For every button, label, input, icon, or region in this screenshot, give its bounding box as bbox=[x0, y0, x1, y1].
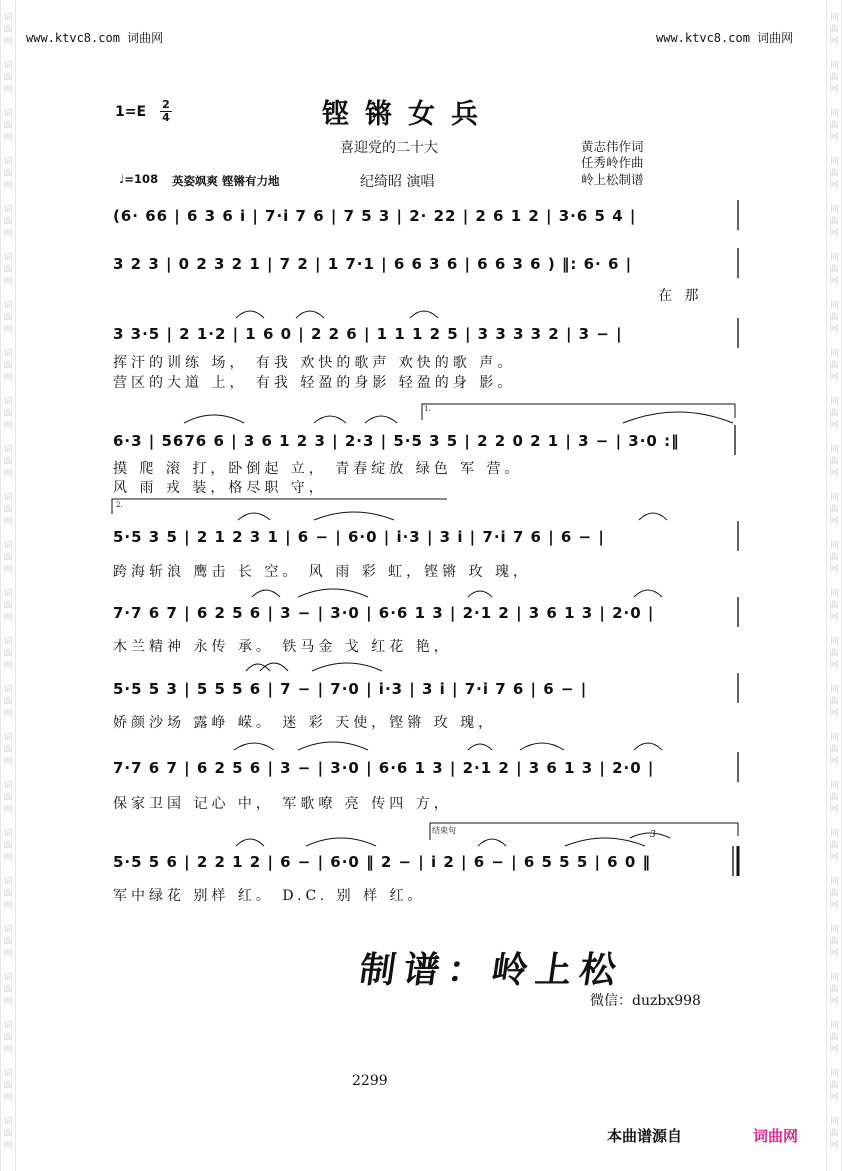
song-title: 铿锵女兵 bbox=[322, 99, 494, 130]
side-watermark-text: 词曲网 bbox=[3, 397, 13, 431]
side-watermark-text: 词曲网 bbox=[3, 685, 13, 719]
score-line-3: 3 3·5 | 2 1·2 | 1 6 0 | 2 2 6 | 1 1 1 2 5 | 3 3 3 3 2 | 3 − | bbox=[113, 325, 623, 343]
side-watermark-text: 词曲网 bbox=[3, 301, 13, 335]
side-watermark-text: 词曲网 bbox=[829, 877, 839, 911]
time-bottom: 4 bbox=[160, 111, 172, 124]
side-watermark-text: 词曲网 bbox=[829, 445, 839, 479]
side-watermark-text: 词曲网 bbox=[829, 1117, 839, 1151]
side-watermark-text: 词曲网 bbox=[3, 493, 13, 527]
song-subtitle: 喜迎党的二十大 bbox=[340, 140, 438, 156]
side-watermark-text: 词曲网 bbox=[829, 685, 839, 719]
lyrics-line-2: 在 那 bbox=[658, 288, 703, 304]
side-watermark-text: 词曲网 bbox=[3, 733, 13, 767]
side-watermark-text: 词曲网 bbox=[829, 637, 839, 671]
volta-2-label: 2. bbox=[116, 501, 123, 509]
side-watermark-text: 词曲网 bbox=[829, 829, 839, 863]
transcriber-signature: 制谱：岭上松 bbox=[356, 949, 627, 991]
coda-label: 结束句 bbox=[432, 826, 456, 835]
side-watermark-text: 词曲网 bbox=[829, 61, 839, 95]
lyrics-line-5: 跨海斩浪 鹰击 长 空。 风 雨 彩 虹，铿锵 玫 瑰， bbox=[113, 564, 532, 580]
side-watermark-text: 词曲网 bbox=[3, 877, 13, 911]
side-watermark-text: 词曲网 bbox=[829, 541, 839, 575]
lyrics-line-3-verse-1: 挥汗的训练 场， 有我 欢快的歌声 欢快的歌 声。 bbox=[113, 355, 516, 371]
side-watermark-text: 词曲网 bbox=[829, 733, 839, 767]
side-watermark-text: 词曲网 bbox=[829, 205, 839, 239]
side-watermark-text: 词曲网 bbox=[829, 301, 839, 335]
expression-mark: 英姿飒爽 铿锵有力地 bbox=[172, 174, 280, 188]
side-watermark-text: 词曲网 bbox=[829, 157, 839, 191]
transcriber-credit: 岭上松制谱 bbox=[581, 172, 644, 187]
side-watermark-text: 词曲网 bbox=[3, 1117, 13, 1151]
side-watermark-text: 词曲网 bbox=[3, 829, 13, 863]
side-watermark-text: 词曲网 bbox=[3, 13, 13, 47]
side-watermark-text: 词曲网 bbox=[829, 1069, 839, 1103]
lyrics-line-8: 保家卫国 记心 中， 军歌嘹 亮 传四 方， bbox=[113, 796, 452, 812]
side-watermark-text: 词曲网 bbox=[3, 205, 13, 239]
side-watermark-text: 词曲网 bbox=[3, 781, 13, 815]
source-label: 本曲谱源自 bbox=[607, 1127, 683, 1145]
side-watermark-text: 词曲网 bbox=[3, 445, 13, 479]
page-number: 2299 bbox=[352, 1073, 388, 1089]
side-watermark-text: 词曲网 bbox=[3, 1021, 13, 1055]
side-watermark-text: 词曲网 bbox=[3, 973, 13, 1007]
performer-credit: 纪绮昭 演唱 bbox=[360, 174, 435, 190]
site-url-right[interactable]: www.ktvc8.com 词曲网 bbox=[656, 31, 794, 45]
side-watermark-text: 词曲网 bbox=[829, 13, 839, 47]
key-signature: 1=E bbox=[115, 104, 147, 120]
score-line-7: 5·5 5 3 | 5 5 5 6 | 7 − | 7·0 | i·3 | 3 i | 7·i 7 6 | 6 − | bbox=[113, 680, 588, 698]
side-watermark-text: 词曲网 bbox=[3, 541, 13, 575]
tempo-mark: ♩=108 bbox=[119, 172, 159, 186]
score-line-2: 3 2 3 | 0 2 3 2 1 | 7 2 | 1 7·1 | 6 6 3 6 | 6 6 3 6 ) ‖: 6· 6 | bbox=[113, 255, 633, 273]
side-watermark-text: 词曲网 bbox=[3, 589, 13, 623]
score-line-1: (6· 66 | 6 3 6 i | 7·i 7 6 | 7 5 3 | 2· 22 | 2 6 1 2 | 3·6 5 4 | bbox=[113, 207, 637, 225]
side-watermark-text: 词曲网 bbox=[3, 637, 13, 671]
side-watermark-text: 词曲网 bbox=[3, 349, 13, 383]
composer-credit: 任秀岭作曲 bbox=[581, 155, 644, 170]
score-line-6: 7·7 6 7 | 6 2 5 6 | 3 − | 3·0 | 6·6 1 3 | 2·1 2 | 3 6 1 3 | 2·0 | bbox=[113, 604, 655, 622]
side-watermark-text: 词曲网 bbox=[829, 1021, 839, 1055]
lyrics-line-4-verse-1: 摸 爬 滚 打，卧倒起 立， 青春绽放 绿色 军 营。 bbox=[113, 461, 523, 477]
lyrics-line-3-verse-2: 营区的大道 上， 有我 轻盈的身影 轻盈的身 影。 bbox=[113, 375, 516, 391]
score-line-5: 5·5 3 5 | 2 1 2 3 1 | 6 − | 6·0 | i·3 | 3 i | 7·i 7 6 | 6 − | bbox=[113, 528, 605, 546]
side-watermark-text: 词曲网 bbox=[3, 109, 13, 143]
score-line-4: 6·3 | 5676 6 | 3 6 1 2 3 | 2·3 | 5·5 3 5 | 2 2 0 2 1 | 3 − | 3·0 :‖ bbox=[113, 432, 680, 450]
score-line-9: 5·5 5 6 | 2 2 1 2 | 6 − | 6·0 ‖ 2 − | i 2 | 6 − | 6 5 5 5 | 6 0 ‖ bbox=[113, 853, 651, 871]
lyrics-line-6: 木兰精神 永传 承。 铁马金 戈 红花 艳， bbox=[113, 639, 452, 655]
side-watermark-text: 词曲网 bbox=[3, 1069, 13, 1103]
side-watermark-text: 词曲网 bbox=[3, 253, 13, 287]
site-url-left[interactable]: www.ktvc8.com 词曲网 bbox=[26, 31, 164, 45]
volta-1-label: 1. bbox=[424, 405, 431, 413]
wechat-contact: 微信：duzbx998 bbox=[590, 993, 701, 1009]
lyrics-line-7: 娇颜沙场 露峥 嵘。 迷 彩 天使，铿锵 玫 瑰， bbox=[113, 715, 497, 731]
lyrics-line-9: 军中绿花 别样 红。 D.C. 别 样 红。 bbox=[113, 888, 426, 904]
side-watermark-text: 词曲网 bbox=[829, 925, 839, 959]
side-watermark-text: 词曲网 bbox=[829, 109, 839, 143]
side-watermark-text: 词曲网 bbox=[829, 493, 839, 527]
lyricist-credit: 黄志伟作词 bbox=[581, 139, 644, 154]
triplet-mark: 3 bbox=[650, 830, 656, 840]
side-watermark-text: 词曲网 bbox=[3, 61, 13, 95]
lyrics-line-4-verse-2: 风 雨 戎 装，格尽职 守， bbox=[113, 480, 327, 496]
side-watermark-text: 词曲网 bbox=[829, 973, 839, 1007]
time-top: 2 bbox=[162, 98, 170, 111]
side-watermark-text: 词曲网 bbox=[829, 253, 839, 287]
side-watermark-text: 词曲网 bbox=[829, 589, 839, 623]
source-logo[interactable]: 词曲网 bbox=[753, 1127, 799, 1145]
score-line-8: 7·7 6 7 | 6 2 5 6 | 3 − | 3·0 | 6·6 1 3 | 2·1 2 | 3 6 1 3 | 2·0 | bbox=[113, 759, 655, 777]
side-watermark-text: 词曲网 bbox=[3, 925, 13, 959]
side-watermark-text: 词曲网 bbox=[829, 349, 839, 383]
side-watermark-text: 词曲网 bbox=[3, 157, 13, 191]
side-watermark-text: 词曲网 bbox=[829, 397, 839, 431]
side-watermark-text: 词曲网 bbox=[829, 781, 839, 815]
